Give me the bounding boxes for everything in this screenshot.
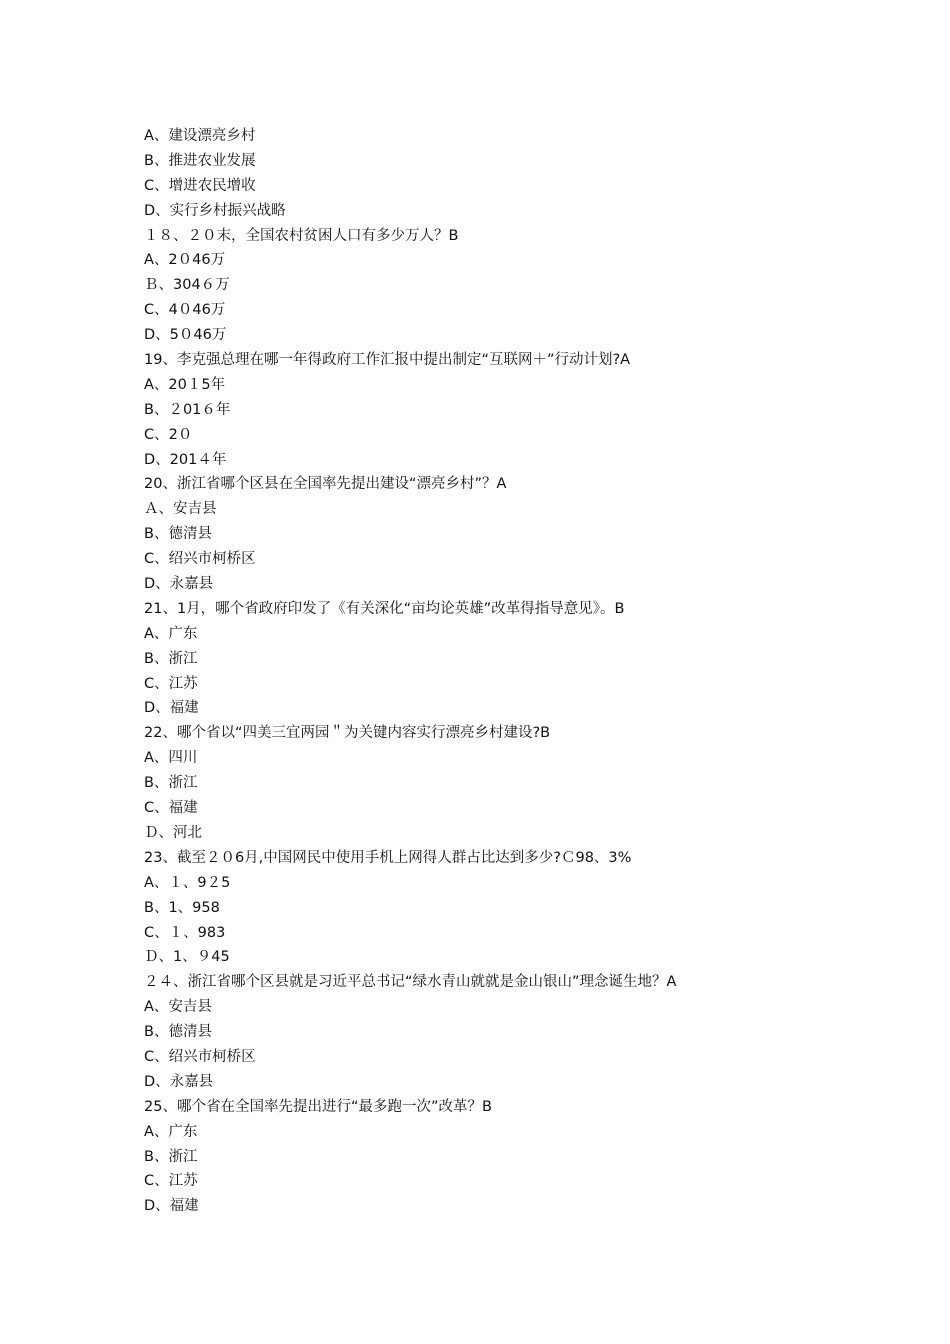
q18-option-b: Ｂ、304６万 xyxy=(144,277,230,294)
q20-option-d: D、永嘉县 xyxy=(144,576,214,593)
question-22: 22、哪个省以“四美三宜两园＂为关键内容实行漂亮乡村建设?B xyxy=(144,725,551,742)
q19-option-a: A、20１5年 xyxy=(144,376,226,393)
q21-option-b: B、浙江 xyxy=(144,650,198,667)
document-body xyxy=(144,124,844,1219)
q24-option-d: D、永嘉县 xyxy=(144,1073,214,1090)
q19-option-c: C、2０ xyxy=(144,426,193,443)
q18-option-d: D、5０46万 xyxy=(144,327,227,344)
q24-option-a: A、安吉县 xyxy=(144,999,212,1016)
q20-option-b: B、德清县 xyxy=(144,526,212,543)
q25-option-c: C、江苏 xyxy=(144,1173,198,1190)
option-d-line: D、实行乡村振兴战略 xyxy=(144,202,286,219)
q20-option-a: Ａ、安吉县 xyxy=(144,501,217,518)
question-19: 19、李克强总理在哪一年得政府工作汇报中提出制定“互联网＋”行动计划?A xyxy=(144,352,631,369)
question-23: 23、截至２０6月,中国网民中使用手机上网得人群占比达到多少?Ｃ98、3% xyxy=(144,849,632,866)
q25-option-b: B、浙江 xyxy=(144,1148,198,1165)
question-25: 25、哪个省在全国率先提出进行“最多跑一次”改革？B xyxy=(144,1098,492,1115)
q22-option-a: A、四川 xyxy=(144,750,198,767)
q25-option-a: A、广东 xyxy=(144,1123,198,1140)
option-b-line: B、推进农业发展 xyxy=(144,152,256,169)
q21-option-d: D、福建 xyxy=(144,700,199,717)
q23-option-a: A、１、9２5 xyxy=(144,874,231,891)
q23-option-c: C、１、983 xyxy=(144,924,226,941)
q23-option-d: Ｄ、1、９45 xyxy=(144,949,230,966)
q25-option-d: D、福建 xyxy=(144,1198,199,1215)
q22-option-c: C、福建 xyxy=(144,800,198,817)
question-18: １８、２０末，全国农村贫困人口有多少万人？B xyxy=(144,227,459,244)
q23-option-b: B、1、958 xyxy=(144,899,220,916)
q20-option-c: C、绍兴市柯桥区 xyxy=(144,551,256,568)
q22-option-d: Ｄ、河北 xyxy=(144,824,202,841)
q24-option-c: C、绍兴市柯桥区 xyxy=(144,1048,256,1065)
q18-option-c: C、4０46万 xyxy=(144,302,226,319)
q18-option-a: A、2０46万 xyxy=(144,252,226,269)
option-c-line: C、增进农民增收 xyxy=(144,177,256,194)
question-24: ２４、浙江省哪个区县就是习近平总书记“绿水青山就就是金山银山”理念诞生地？A xyxy=(144,974,677,991)
q22-option-b: B、浙江 xyxy=(144,775,198,792)
q19-option-d: D、201４年 xyxy=(144,451,227,468)
q24-option-b: B、德清县 xyxy=(144,1024,212,1041)
question-20: 20、浙江省哪个区县在全国率先提出建设“漂亮乡村”？A xyxy=(144,476,507,493)
q21-option-a: A、广东 xyxy=(144,625,198,642)
q19-option-b: B、２01６年 xyxy=(144,401,231,418)
q21-option-c: C、江苏 xyxy=(144,675,198,692)
option-a-line: A、建设漂亮乡村 xyxy=(144,128,256,144)
question-21: 21、1月，哪个省政府印发了《有关深化“亩均论英雄”改革得指导意见》。B xyxy=(144,600,625,617)
